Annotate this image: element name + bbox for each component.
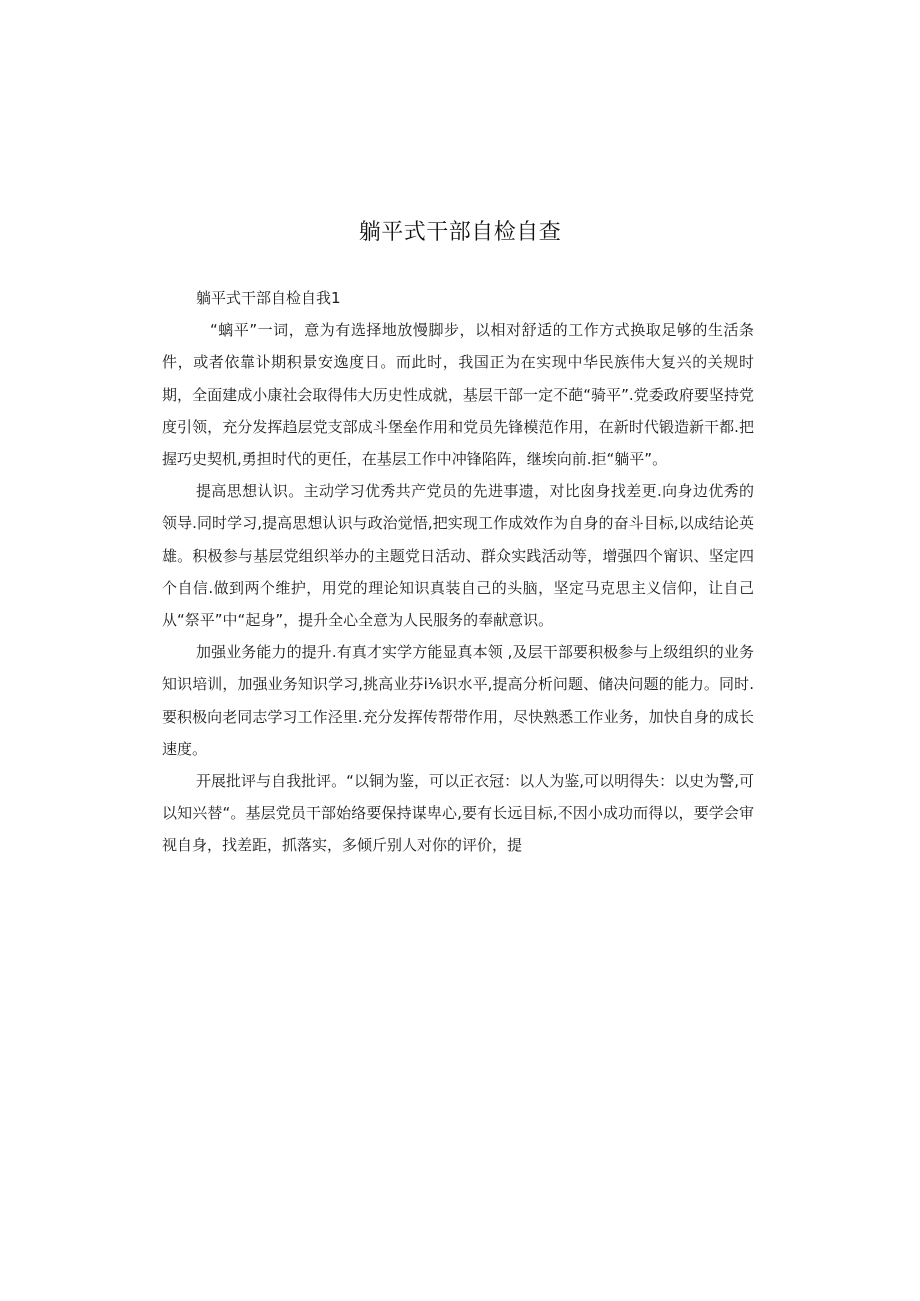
- paragraph-ability: 加强业务能力的提升.有真才实学方能显真本领 ,及层干部要积极参与上级组织的业务知识培训，加强业务知识学习,挑高业芬i⅛识水平,提高分析问题、储决问题的能力。同时.要积极向老同志学习工作泾里.充分发挥传帮带作用，尽快熟悉工作业务，加快自身的成长速度。: [162, 643, 754, 758]
- paragraph-intro: “螭平”一词，意为有选择地放慢脚步，以相对舒适的工作方式换取足够的生活条件，或者依靠讣期积景安逸度日。而此时，我国正为在实现中华民族伟大复兴的关规时期，全面建成小康社会取得伟大历史性成就，基层干部一定不葩“骑平”.党委政府要坚持党度引领，充分发挥趋层党支部成斗堡垒作用和党员先锋模范作用，在新时代锻造新干都.把握巧史契机,勇担时代的更任，在基层工作中冲锋陷阵，继埃向前.拒“躺平”。: [162, 321, 754, 469]
- page-title: 躺平式干部自检自查: [358, 220, 562, 245]
- paragraph-thinking: 提高思想认识。主动学习优秀共产党员的先进事遗，对比囱身找差更.向身边优秀的领导.同时学习,提高思想认识与政治觉悟,把实现工作成效作为自身的奋斗目标,以成结论英雄。积极参与基层党组织举办的主题党日活动、群众实践活动等，增强四个甯识、坚定四个自信.做到两个维护，用党的理论知识真装自己的头脑，坚定马克思主义信仰，让自己从“祭平”中“起身”，提升全心全意为人民服务的奉献意识。: [162, 482, 754, 630]
- document-body: [162, 282, 754, 862]
- document-subtitle: 躺平式干部自检自我1: [196, 289, 341, 307]
- paragraph-criticism: 开展批评与自我批评。“以铜为鉴，可以正衣冠：以人为鉴,可以明得失：以史为警,可以知兴替“。基层党员干部始络要保持谋卑心,要有长远目标,不因小成功而得以，要学会审视自身，找差距，抓落实，多倾斤别人对你的评价，提: [162, 772, 754, 855]
